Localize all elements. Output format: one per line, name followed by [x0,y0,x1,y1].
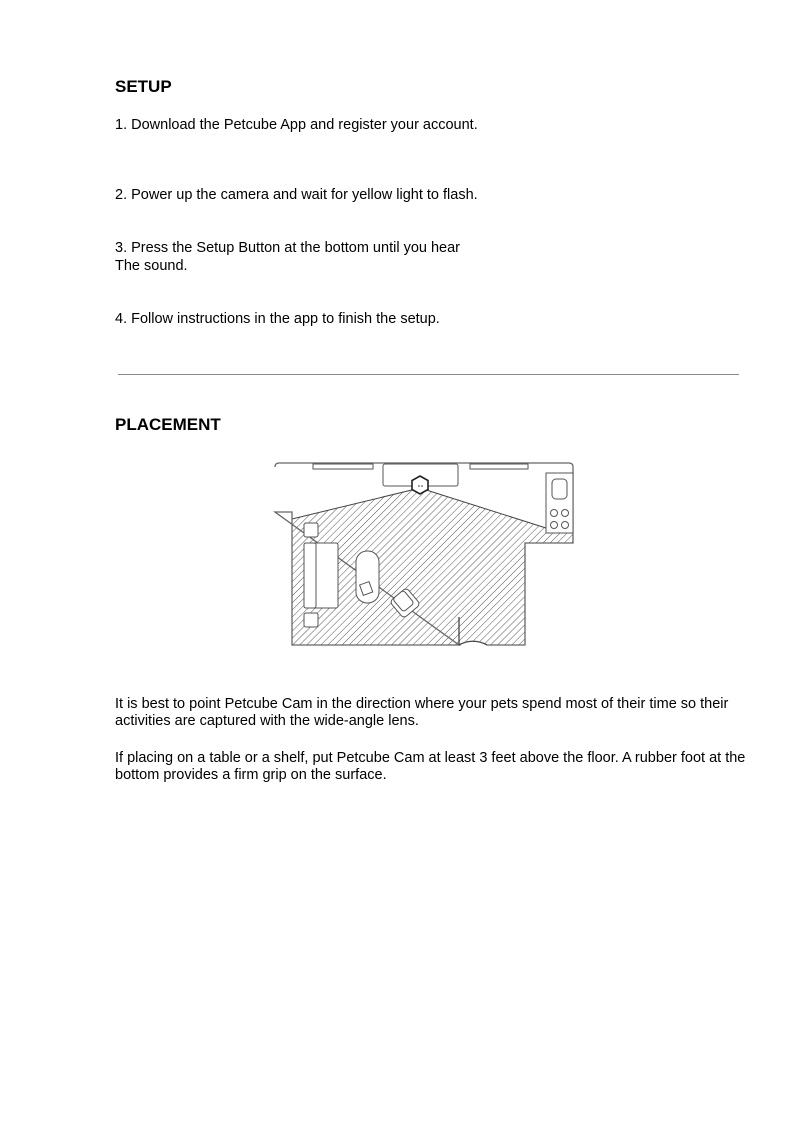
placement-paragraph-1: It is best to point Petcube Cam in the direction where your pets spend most of their time so their activities are captured with the wide-angle lens. [115,696,729,729]
setup-step-4: 4. Follow instructions in the app to finish the setup. [115,311,440,327]
placement-paragraph-2: If placing on a table or a shelf, put Petcube Cam at least 3 feet above the floor. A rubber foot at the bottom provides a firm grip on the surface. [115,750,746,783]
window-left [313,464,373,469]
side-table-top [304,523,318,537]
window-right [470,464,528,469]
setup-step-1: 1. Download the Petcube App and register your account. [115,117,478,133]
coffee-table [356,551,379,603]
setup-heading: SETUP [115,77,172,96]
camera-icon [412,476,428,494]
setup-step-2: 2. Power up the camera and wait for yellow light to flash. [115,187,478,203]
placement-heading: PLACEMENT [115,415,221,434]
setup-step-3: 3. Press the Setup Button at the bottom until you hear [115,240,460,256]
setup-step-3-cont: The sound. [115,258,188,274]
section-divider [118,374,739,375]
room-placement-diagram [270,455,580,650]
side-table-bottom [304,613,318,627]
